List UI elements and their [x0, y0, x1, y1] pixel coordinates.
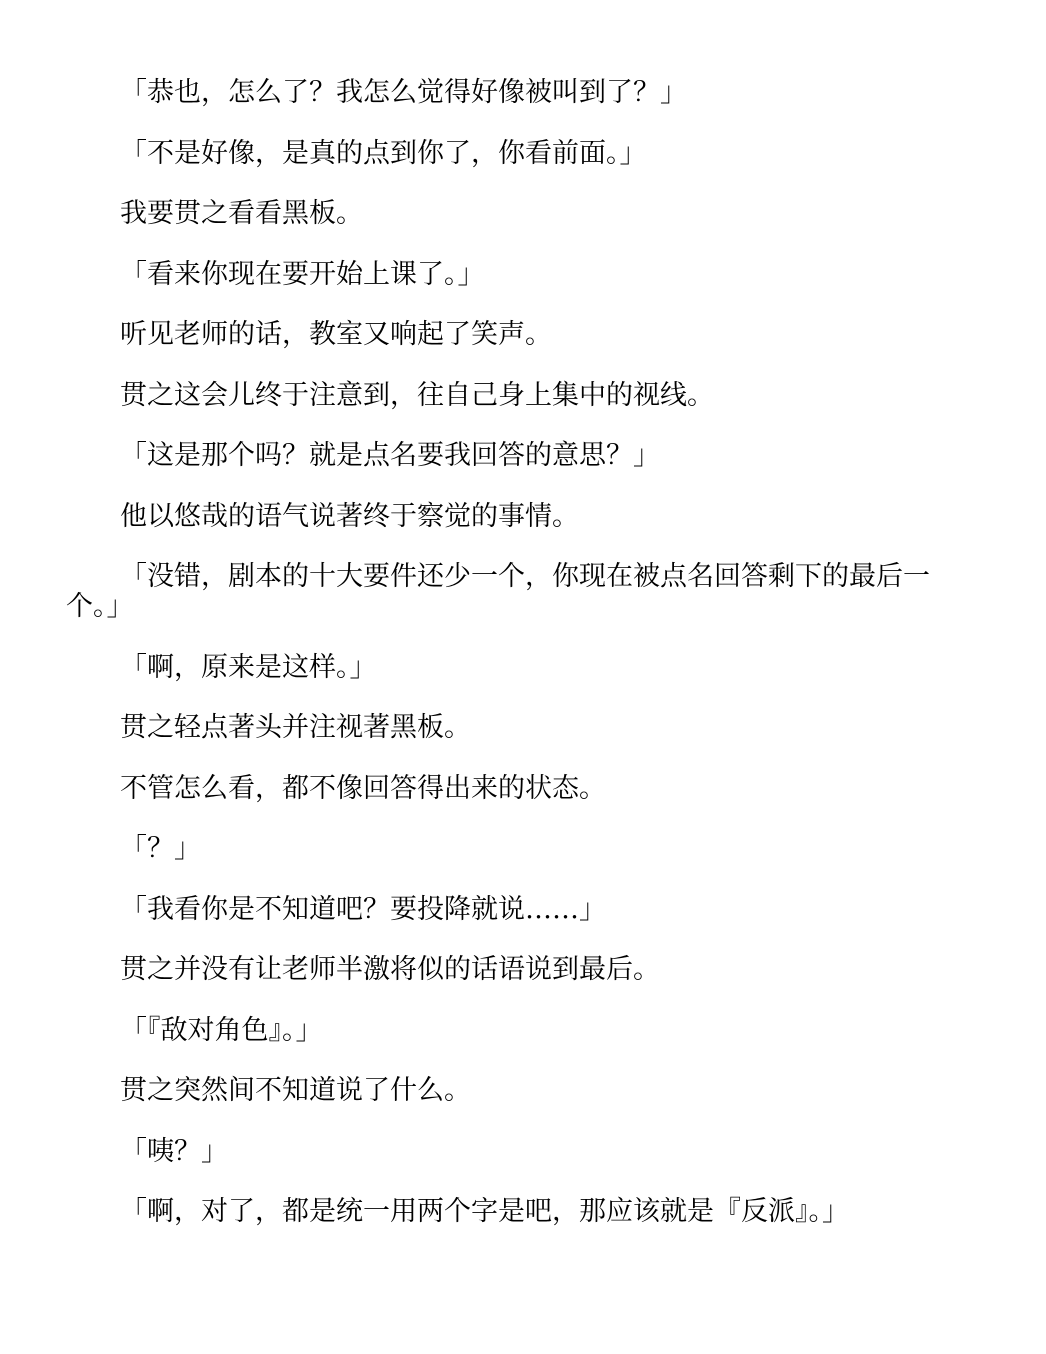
document-body	[66, 78, 946, 1258]
paragraph: 不管怎么看，都不像回答得出来的状态。	[120, 772, 606, 804]
paragraph: 「咦？」	[120, 1135, 228, 1167]
paragraph: 「恭也，怎么了？我怎么觉得好像被叫到了？」	[120, 77, 687, 108]
paragraph: 「啊，对了，都是统一用两个字是吧，那应该就是『反派』。」	[120, 1196, 849, 1227]
paragraph: 贯之并没有让老师半激将似的话语说到最后。	[120, 954, 660, 985]
paragraph: 「啊，原来是这样。」	[120, 651, 377, 683]
paragraph: 「我看你是不知道吧？要投降就说……」	[120, 893, 606, 925]
paragraph: 贯之突然间不知道说了什么。	[120, 1075, 471, 1106]
paragraph: 「？」	[120, 833, 201, 864]
paragraph: 「看来你现在要开始上课了。」	[120, 258, 485, 290]
paragraph: 我要贯之看看黑板。	[120, 198, 363, 229]
paragraph: 他以悠哉的语气说著终于察觉的事情。	[120, 500, 579, 532]
paragraph: 贯之这会儿终于注意到，往自己身上集中的视线。	[120, 379, 714, 411]
paragraph: 「没错，剧本的十大要件还少一个，你现在被点名回答剩下的最后一个。」	[66, 561, 930, 622]
paragraph: 「这是那个吗？就是点名要我回答的意思？」	[120, 440, 660, 471]
paragraph: 贯之轻点著头并注视著黑板。	[120, 712, 471, 743]
paragraph: 「『敌对角色』。」	[120, 1014, 323, 1046]
paragraph: 「不是好像，是真的点到你了，你看前面。」	[120, 137, 647, 169]
paragraph: 听见老师的话，教室又响起了笑声。	[120, 319, 552, 350]
